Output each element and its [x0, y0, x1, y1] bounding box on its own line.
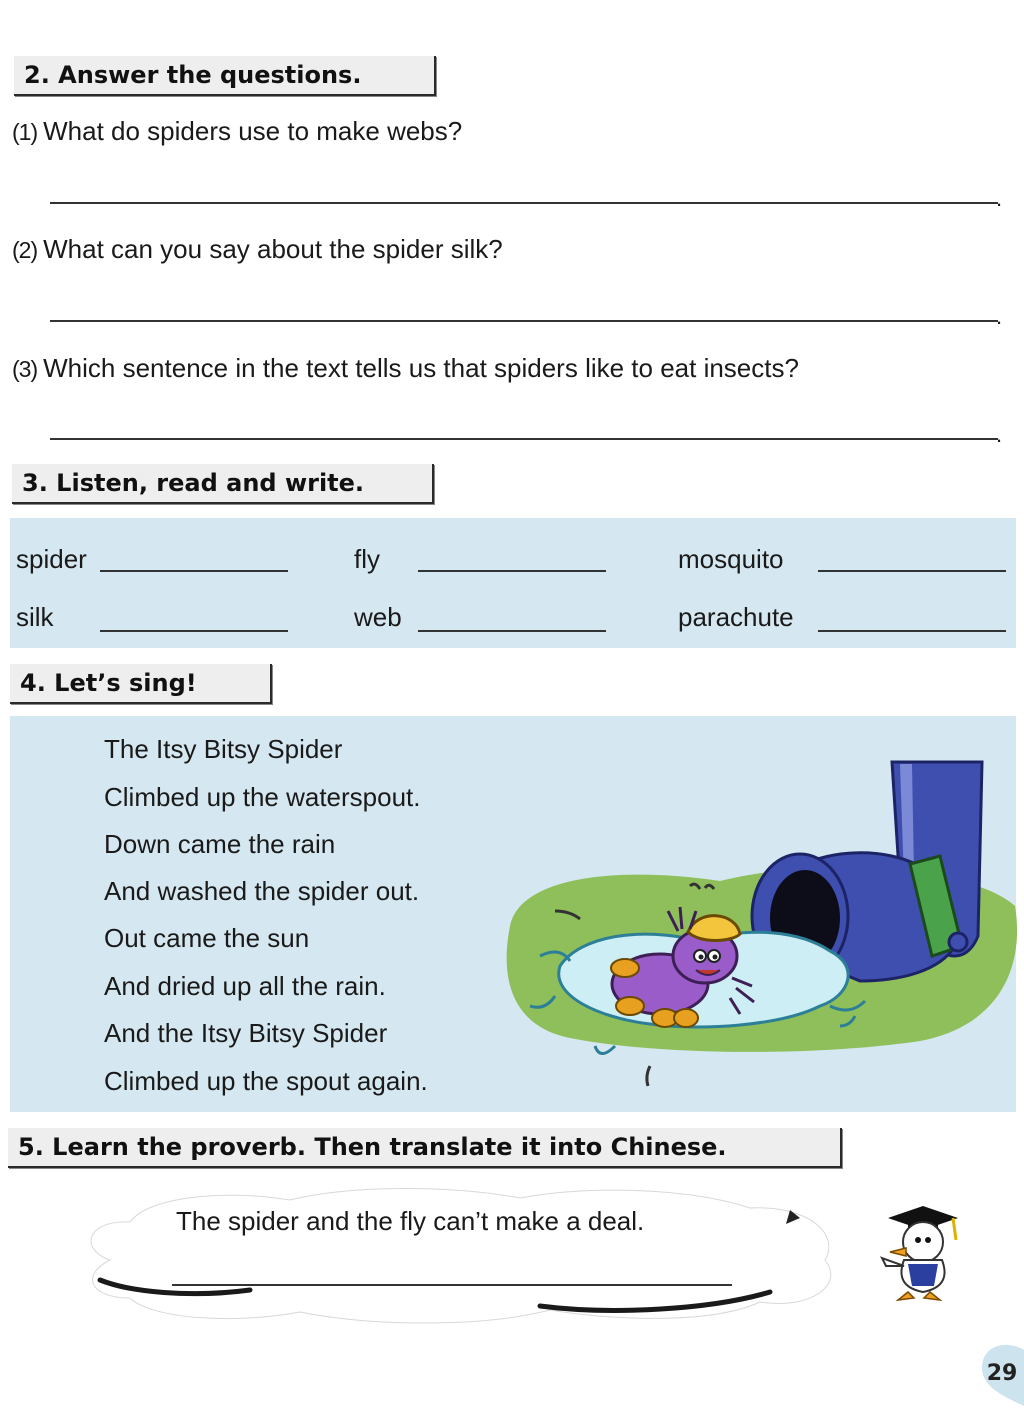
translation-answer-line[interactable] — [172, 1284, 732, 1286]
page-number: 29 — [986, 1361, 1018, 1386]
song-line: And washed the spider out. — [104, 876, 420, 906]
word-blank[interactable] — [100, 570, 288, 572]
song-line: Climbed up the waterspout. — [104, 782, 421, 812]
song-line: The Itsy Bitsy Spider — [104, 734, 343, 764]
section-5-heading: 5. Learn the proverb. Then translate it into Chinese. — [8, 1128, 842, 1168]
answer-period: . — [996, 422, 1003, 447]
song-line: And dried up all the rain. — [104, 971, 386, 1001]
word-silk: silk — [16, 602, 54, 632]
question-number: (1) — [12, 119, 38, 145]
word-blank[interactable] — [418, 630, 606, 632]
duck-mascot-illustration — [868, 1196, 968, 1306]
answer-period: . — [996, 304, 1003, 329]
word-mosquito: mosquito — [678, 544, 784, 574]
word-spider: spider — [16, 544, 87, 574]
word-web: web — [354, 602, 402, 632]
spider-waterspout-illustration — [500, 756, 1020, 1096]
section-4-heading: 4. Let’s sing! — [10, 664, 272, 704]
word-blank[interactable] — [818, 630, 1006, 632]
answer-line-1[interactable] — [50, 202, 998, 204]
section-3-heading: 3. Listen, read and write. — [12, 464, 434, 504]
answer-line-3[interactable] — [50, 438, 998, 440]
question-number: (2) — [12, 237, 38, 263]
word-blank[interactable] — [818, 570, 1006, 572]
question-2 — [12, 234, 503, 265]
question-text: What do spiders use to make webs? — [43, 116, 463, 146]
answer-period: . — [996, 186, 1003, 211]
cloud-shape — [70, 1180, 850, 1330]
word-blank[interactable] — [100, 630, 288, 632]
proverb-text: The spider and the fly can’t make a deal. — [176, 1206, 645, 1236]
answer-line-2[interactable] — [50, 320, 998, 322]
song-line: Down came the rain — [104, 829, 336, 859]
section-2-heading: 2. Answer the questions. — [14, 56, 436, 96]
question-number: (3) — [12, 356, 38, 382]
question-text: Which sentence in the text tells us that spiders like to eat insects? — [43, 353, 799, 383]
question-3 — [12, 353, 799, 384]
word-parachute: parachute — [678, 602, 794, 632]
song-line: And the Itsy Bitsy Spider — [104, 1018, 388, 1048]
word-fly: fly — [354, 544, 380, 574]
song-line: Climbed up the spout again. — [104, 1066, 428, 1096]
word-blank[interactable] — [418, 570, 606, 572]
question-1 — [12, 116, 462, 147]
question-text: What can you say about the spider silk? — [43, 234, 503, 264]
song-line: Out came the sun — [104, 923, 310, 953]
listen-panel — [10, 518, 1016, 648]
